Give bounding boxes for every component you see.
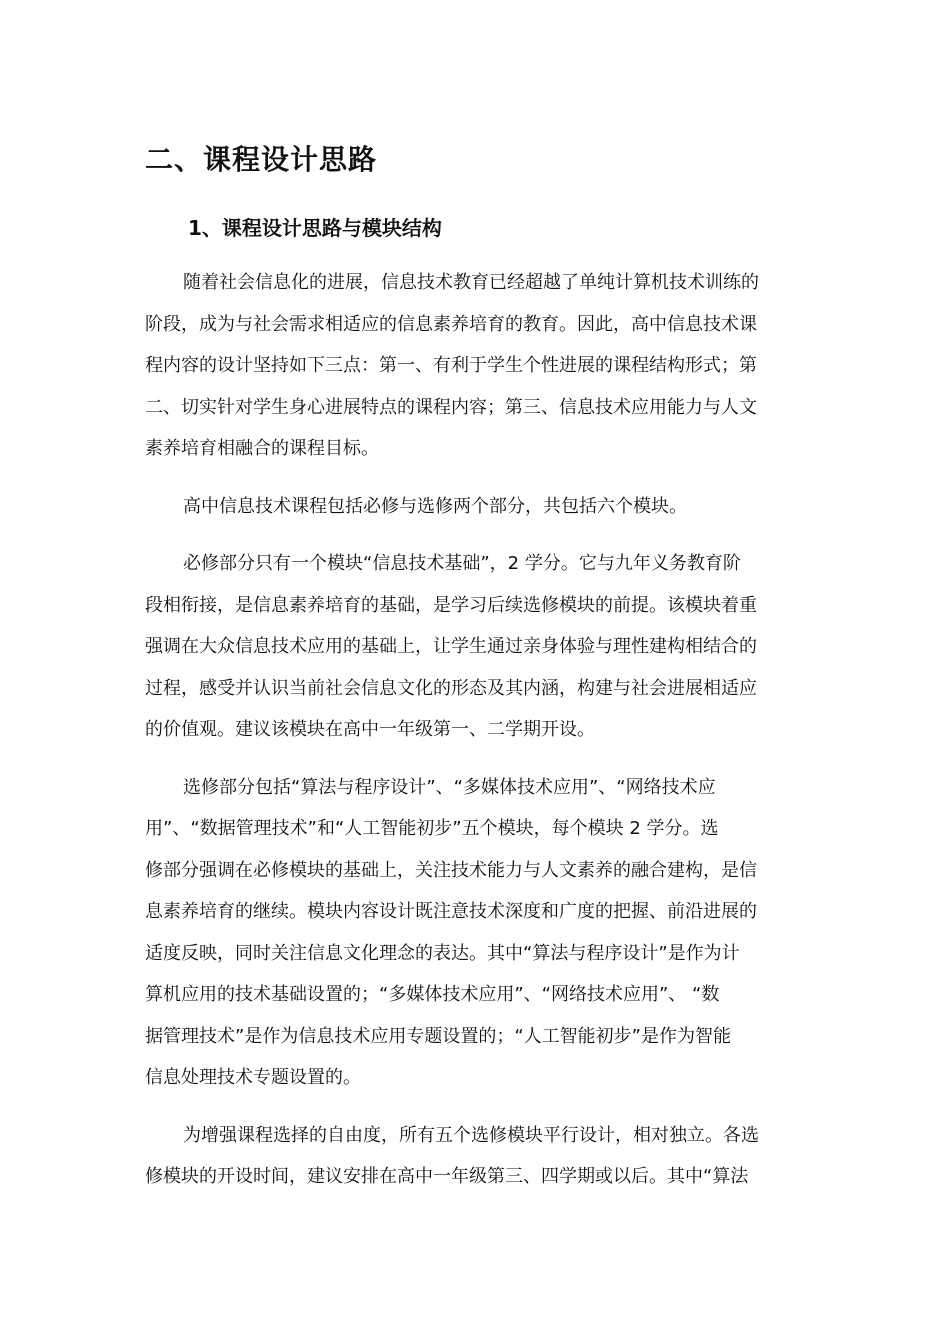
text-line: 选修部分包括“算法与程序设计”、“多媒体技术应用”、“网络技术应 [183,776,716,798]
paragraph-3 [145,543,805,751]
text-line: 段相衔接，是信息素养培育的基础，是学习后续选修模块的前提。该模块着重 [145,594,757,616]
text-line: 必修部分只有一个模块“信息技术基础”，2 学分。它与九年义务教育阶 [183,553,741,574]
section-heading: 二、课程设计思路 [145,143,378,176]
text-line: 用”、“数据管理技术”和“人工智能初步”五个模块，每个模块 2 学分。选 [145,818,719,839]
text-line: 修模块的开设时间，建议安排在高中一年级第三、四学期或以后。其中“算法 [145,1166,749,1187]
text-line: 信息处理技术专题设置的。 [145,1067,361,1088]
subsection-heading: 1、课程设计思路与模块结构 [188,216,442,240]
paragraph-4 [145,767,805,1099]
text-line: 程内容的设计坚持如下三点：第一、有利于学生个性进展的课程结构形式；第 [145,355,757,376]
paragraph-5 [145,1115,805,1198]
text-line: 过程，感受并认识当前社会信息文化的形态及其内涵，构建与社会进展相适应 [145,677,757,699]
text-line: 素养培育相融合的课程目标。 [145,438,379,459]
body-text [145,262,805,1214]
paragraph-1 [145,262,805,470]
text-line: 适度反映，同时关注信息文化理念的表达。其中“算法与程序设计”是作为计 [145,942,740,964]
text-line: 高中信息技术课程包括必修与选修两个部分，共包括六个模块。 [183,495,687,517]
text-line: 息素养培育的继续。模块内容设计既注意技术深度和广度的把握、前沿进展的 [145,901,757,922]
paragraph-2 [145,486,805,528]
text-line: 的价值观。建议该模块在高中一年级第一、二学期开设。 [145,719,595,740]
text-line: 二、切实针对学生身心进展特点的课程内容；第三、信息技术应用能力与人文 [145,396,757,418]
text-line: 随着社会信息化的进展，信息技术教育已经超越了单纯计算机技术训练的 [183,272,759,293]
text-line: 据管理技术”是作为信息技术应用专题设置的；“人工智能初步”是作为智能 [145,1025,731,1047]
text-line: 强调在大众信息技术应用的基础上，让学生通过亲身体验与理性建构相结合的 [145,636,757,657]
text-line: 阶段，成为与社会需求相适应的信息素养培育的教育。因此，高中信息技术课 [145,313,757,335]
text-line: 为增强课程选择的自由度，所有五个选修模块平行设计，相对独立。各选 [183,1124,759,1146]
text-line: 修部分强调在必修模块的基础上，关注技术能力与人文素养的融合建构，是信 [145,859,757,881]
text-line: 算机应用的技术基础设置的；“多媒体技术应用”、“网络技术应用”、 “数 [145,984,720,1005]
